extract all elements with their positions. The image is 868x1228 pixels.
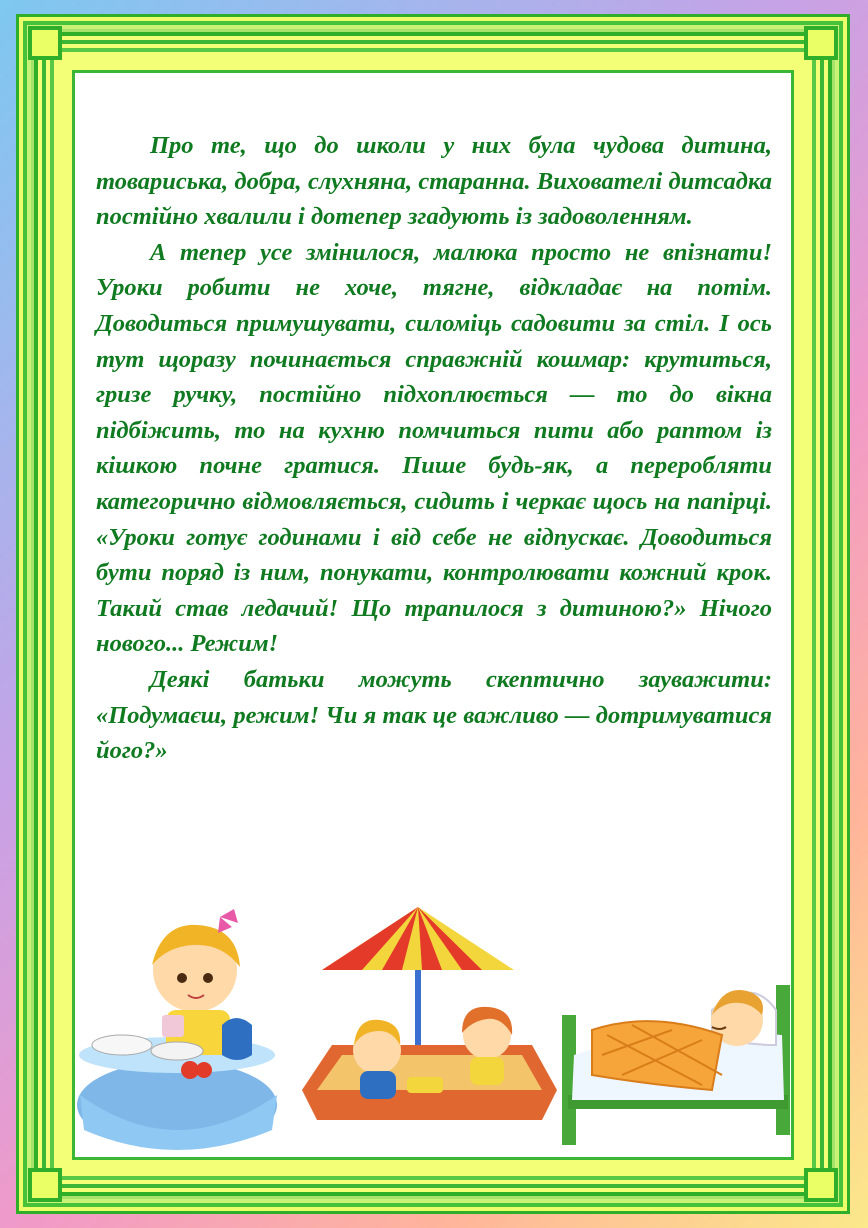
paragraph-3: Деякі батьки можуть скептично зауважити: «Подумаєш, режим! Чи я так це важливо — дотримуватися його?» (96, 665, 772, 765)
paragraph-1: Про те, що до школи у них була чудова дитина, товариська, добра, слухняна, старанна. Вихователі дитсадка постійно хвалили і дотепер згадують із задоволенням. (96, 132, 772, 231)
frame-corner-ornament (28, 1168, 62, 1202)
article-text (96, 128, 772, 769)
child-sleeping-in-bed-illustration (562, 985, 790, 1145)
frame-corner-ornament (28, 26, 62, 60)
frame-corner-ornament (804, 26, 838, 60)
children-in-sandbox-illustration (302, 907, 557, 1120)
paragraph-2: А тепер усе змінилося, малюка просто не впізнати! Уроки робити не хоче, тягне, відкладає на потім. Доводиться примушувати, силоміць садовити за стіл. І ось тут щоразу починається справжній кошмар: крутиться, гризе ручку, постійно підхоплюється — то до вікна підбіжить, то на кухню помчиться пити або раптом із кішкою почне гратися. Пише будь-як, а переробляти категорично відмовляється, сидить і черкає щось на папірці. «Уроки готує годинами і від себе не відпускає. Доводиться бути поряд із ним, понукати, контролювати кожний крок. Такий став ледачий! Що трапилося з дитиною?» Нічого нового... Режим! (96, 238, 772, 658)
girl-eating-at-table-illustration (77, 909, 277, 1150)
frame-corner-ornament (804, 1168, 838, 1202)
illustrations (72, 895, 796, 1160)
